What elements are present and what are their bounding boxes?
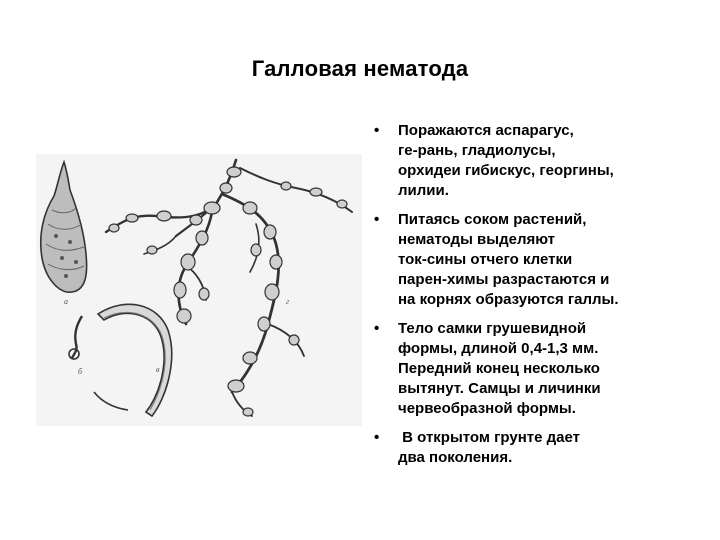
bullet-line: парен-химы разрастаются и — [398, 271, 610, 288]
bullet-feeding — [366, 210, 686, 310]
bullet-line: Передний конец несколько — [398, 360, 600, 377]
bullet-line: на корнях образуются галлы. — [398, 291, 619, 308]
bullet-line: формы, длиной 0,4-1,3 мм. — [398, 340, 599, 357]
bullet-marker: • — [374, 122, 380, 139]
nematode-drawing — [36, 154, 362, 426]
female-nematode — [41, 162, 87, 292]
bullet-morphology — [366, 319, 686, 419]
bullet-line: ток-сины отчего клетки — [398, 251, 573, 268]
bullet-line: два поколения. — [398, 449, 513, 466]
male-nematode — [94, 304, 172, 416]
larva — [69, 316, 82, 359]
bullet-list — [366, 121, 686, 477]
bullet-line: Питаясь соком растений, — [398, 211, 587, 228]
bullet-generations — [366, 428, 686, 468]
bullet-line: ге-рань, гладиолусы, — [398, 142, 556, 159]
bullet-marker: • — [374, 320, 380, 337]
bullet-line: лилии. — [398, 182, 449, 199]
bullet-line: Тело самки грушевидной — [398, 320, 587, 337]
bullet-line: Поражаются аспарагус, — [398, 122, 574, 139]
bullet-line: В открытом грунте дает — [398, 429, 580, 446]
bullet-line: вытянут. Самцы и личинки — [398, 380, 601, 397]
bullet-line: орхидеи гибискус, георгины, — [398, 162, 614, 179]
slide-title: Галловая нематода — [251, 56, 469, 81]
root-with-galls — [106, 160, 352, 416]
gall-nodules — [109, 167, 347, 416]
label-v: в — [156, 365, 160, 374]
bullet-line: нематоды выделяют — [398, 231, 556, 248]
label-a: а — [64, 297, 68, 306]
bullet-marker: • — [374, 429, 380, 446]
nematode-illustration — [36, 154, 362, 426]
label-g: г — [286, 297, 290, 306]
bullet-affected-plants — [366, 121, 686, 201]
bullet-marker: • — [374, 211, 380, 228]
bullet-line: червеобразной формы. — [398, 400, 576, 417]
label-b: б — [78, 367, 83, 376]
